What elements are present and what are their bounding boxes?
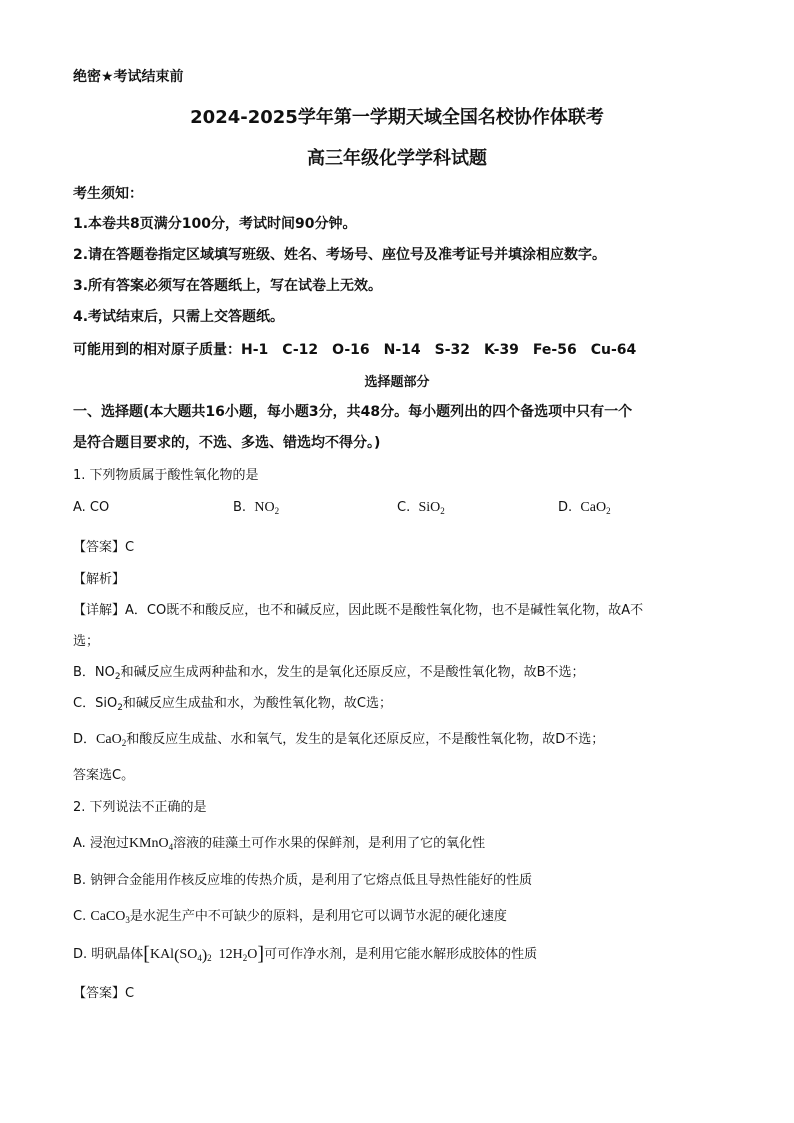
q1-option-b-formula: $NO_2$ [254,500,280,516]
q2-answer: 【答案】C [73,986,135,1001]
section-instructions-1: 一、选择题(本大题共16小题，每小题3分，共48分。每小题列出的四个备选项中只有一个 [73,404,633,420]
q1-option-b [233,500,279,516]
q1-option-d-label: D. [558,500,573,515]
atomic-mass-line: 可能用到的相对原子质量：H-1 C-12 O-16 N-14 S-32 K-39 Fe-56 Cu-64 [73,342,637,358]
notice-item-1: 1.本卷共8页满分100分，考试时间90分钟。 [73,216,357,232]
q2-stem: 2. 下列说法不正确的是 [73,800,207,815]
section-part-label: 选择题部分 [364,375,430,390]
exam-subtitle: 高三年级化学学科试题 [307,148,487,169]
q2-option-a-formula: KMnO$_4$ [128,836,174,852]
q1-detail-b: B．$NO_2$和碱反应生成两种盐和水，发生的是氧化还原反应，不是酸性氧化物，故B不选； [73,665,585,682]
q1-option-c [397,500,445,516]
q1-detail-line-2: 选； [73,634,100,649]
q2-option-d: D. 明矾晶体[$KAl(SO_4)_2$ $12H_2O$]可可作净水剂，是利用它能水解形成胶体的性质 [73,943,538,965]
notice-item-4: 4.考试结束后，只需上交答题纸。 [73,309,285,325]
exam-title: 2024-2025学年第一学期天域全国名校协作体联考 [190,107,604,128]
q2-option-c: C. CaCO$_3$是水泥生产中不可缺少的原料，是利用它可以调节水泥的硬化速度 [73,909,507,925]
q1-option-b-label: B. [233,500,247,515]
q2-option-b: B. 钠钾合金能用作核反应堆的传热介质，是利用了它熔点低且导热性能好的性质 [73,873,533,888]
q1-analysis-label: 【解析】 [73,572,126,587]
q1-detail-d: D．CaO$_2$和酸反应生成盐、水和氧气，发生的是氧化还原反应，不是酸性氧化物，故D不选； [73,732,605,748]
q1-option-d [558,500,611,516]
q1-option-c-label: C. [397,500,411,515]
q1-option-a: A. CO [73,500,110,515]
q2-option-a: A. 浸泡过KMnO$_4$溶液的硅藻土可作水果的保鲜剂，是利用了它的氧化性 [73,836,486,852]
section-instructions-2: 是符合题目要求的，不选、多选、错选均不得分。) [73,435,381,451]
q1-option-c-formula: SiO$_2$ [418,500,445,516]
q1-detail-d-formula: CaO$_2$ [96,732,127,748]
q1-stem: 1. 下列物质属于酸性氧化物的是 [73,468,259,483]
q1-detail-c: C．SiO$_2$和碱反应生成盐和水，为酸性氧化物，故C选； [73,696,392,713]
notice-item-2: 2.请在答题卷指定区域填写班级、姓名、考场号、座位号及准考证号并填涂相应数字。 [73,247,607,263]
notice-item-3: 3.所有答案必须写在答题纸上，写在试卷上无效。 [73,278,383,294]
q1-answer: 【答案】C [73,540,135,555]
q1-conclusion: 答案选C。 [73,768,135,783]
notice-heading: 考生须知： [73,186,143,202]
q2-option-c-formula: CaCO$_3$ [90,909,130,925]
q1-detail-line-1: 【详解】A．CO既不和酸反应，也不和碱反应，因此既不是酸性氧化物，也不是碱性氧化物，故A不 [73,603,644,618]
confidential-label: 绝密★考试结束前 [73,69,184,85]
q1-option-d-formula: CaO$_2$ [580,500,611,516]
q2-option-d-formula: [$KAl(SO_4)_2$ $12H_2O$] [143,943,265,965]
